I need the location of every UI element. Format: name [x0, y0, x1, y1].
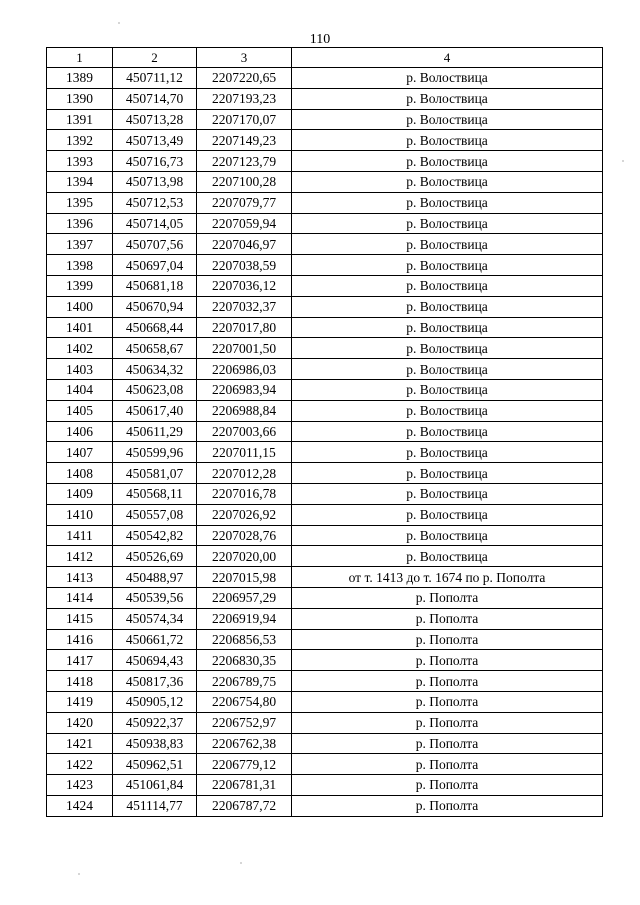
cell-x-coordinate: 450712,53: [113, 192, 197, 213]
cell-description: р. Волоствица: [292, 546, 603, 567]
table-row: [47, 775, 603, 796]
cell-x-coordinate: 450716,73: [113, 151, 197, 172]
cell-point-number: 1412: [47, 546, 113, 567]
cell-point-number: 1398: [47, 255, 113, 276]
cell-point-number: 1414: [47, 587, 113, 608]
cell-x-coordinate: 450713,49: [113, 130, 197, 151]
cell-y-coordinate: 2207026,92: [197, 504, 292, 525]
cell-x-coordinate: 450617,40: [113, 400, 197, 421]
table-row: [47, 88, 603, 109]
cell-x-coordinate: 450574,34: [113, 608, 197, 629]
cell-point-number: 1392: [47, 130, 113, 151]
cell-y-coordinate: 2207015,98: [197, 567, 292, 588]
column-header-description: 4: [292, 48, 603, 68]
table-row: [47, 421, 603, 442]
table-row: [47, 296, 603, 317]
table-header: [47, 48, 603, 68]
cell-point-number: 1394: [47, 171, 113, 192]
cell-point-number: 1413: [47, 567, 113, 588]
cell-y-coordinate: 2207123,79: [197, 151, 292, 172]
cell-point-number: 1421: [47, 733, 113, 754]
cell-y-coordinate: 2207003,66: [197, 421, 292, 442]
cell-description: р. Пополта: [292, 754, 603, 775]
cell-point-number: 1405: [47, 400, 113, 421]
cell-description: р. Пополта: [292, 608, 603, 629]
cell-x-coordinate: 450962,51: [113, 754, 197, 775]
scan-speck: [622, 160, 624, 162]
cell-description: р. Волоствица: [292, 504, 603, 525]
cell-y-coordinate: 2206856,53: [197, 629, 292, 650]
cell-x-coordinate: 450539,56: [113, 587, 197, 608]
cell-y-coordinate: 2207170,07: [197, 109, 292, 130]
cell-x-coordinate: 450611,29: [113, 421, 197, 442]
cell-y-coordinate: 2206986,03: [197, 359, 292, 380]
cell-description: р. Пополта: [292, 775, 603, 796]
cell-x-coordinate: 450713,28: [113, 109, 197, 130]
table-row: [47, 442, 603, 463]
cell-x-coordinate: 450817,36: [113, 671, 197, 692]
cell-point-number: 1399: [47, 275, 113, 296]
cell-point-number: 1390: [47, 88, 113, 109]
table-row: [47, 546, 603, 567]
cell-y-coordinate: 2207012,28: [197, 463, 292, 484]
cell-point-number: 1393: [47, 151, 113, 172]
cell-y-coordinate: 2207046,97: [197, 234, 292, 255]
table-row: [47, 192, 603, 213]
cell-point-number: 1401: [47, 317, 113, 338]
table-row: [47, 525, 603, 546]
scan-speck: [240, 862, 242, 864]
cell-x-coordinate: 450670,94: [113, 296, 197, 317]
cell-description: р. Волоствица: [292, 130, 603, 151]
cell-y-coordinate: 2207059,94: [197, 213, 292, 234]
table-row: [47, 671, 603, 692]
cell-description: р. Пополта: [292, 733, 603, 754]
table-row: [47, 109, 603, 130]
table-row: [47, 504, 603, 525]
table-row: [47, 712, 603, 733]
cell-description: р. Пополта: [292, 691, 603, 712]
cell-x-coordinate: 450681,18: [113, 275, 197, 296]
table-row: [47, 171, 603, 192]
cell-y-coordinate: 2206754,80: [197, 691, 292, 712]
cell-point-number: 1418: [47, 671, 113, 692]
cell-x-coordinate: 450634,32: [113, 359, 197, 380]
cell-description: р. Пополта: [292, 671, 603, 692]
cell-description: р. Волоствица: [292, 359, 603, 380]
cell-point-number: 1408: [47, 463, 113, 484]
table-row: [47, 379, 603, 400]
scan-speck: [118, 22, 120, 24]
cell-x-coordinate: 450697,04: [113, 255, 197, 276]
cell-y-coordinate: 2207038,59: [197, 255, 292, 276]
cell-point-number: 1416: [47, 629, 113, 650]
cell-x-coordinate: 450714,70: [113, 88, 197, 109]
cell-y-coordinate: 2206983,94: [197, 379, 292, 400]
cell-x-coordinate: 450623,08: [113, 379, 197, 400]
cell-description: р. Пополта: [292, 795, 603, 816]
cell-y-coordinate: 2206779,12: [197, 754, 292, 775]
table-row: [47, 68, 603, 89]
cell-y-coordinate: 2207079,77: [197, 192, 292, 213]
cell-description: р. Волоствица: [292, 151, 603, 172]
table-row: [47, 650, 603, 671]
table-row: [47, 234, 603, 255]
cell-description: р. Волоствица: [292, 255, 603, 276]
cell-y-coordinate: 2207036,12: [197, 275, 292, 296]
cell-point-number: 1400: [47, 296, 113, 317]
table-row: [47, 130, 603, 151]
cell-x-coordinate: 450542,82: [113, 525, 197, 546]
cell-x-coordinate: 450713,98: [113, 171, 197, 192]
cell-description: р. Волоствица: [292, 483, 603, 504]
cell-y-coordinate: 2206988,84: [197, 400, 292, 421]
cell-point-number: 1389: [47, 68, 113, 89]
cell-point-number: 1403: [47, 359, 113, 380]
cell-point-number: 1410: [47, 504, 113, 525]
cell-y-coordinate: 2206762,38: [197, 733, 292, 754]
cell-x-coordinate: 450668,44: [113, 317, 197, 338]
cell-y-coordinate: 2206787,72: [197, 795, 292, 816]
cell-point-number: 1409: [47, 483, 113, 504]
cell-description: р. Пополта: [292, 629, 603, 650]
table-row: [47, 795, 603, 816]
cell-description: р. Волоствица: [292, 296, 603, 317]
cell-point-number: 1422: [47, 754, 113, 775]
cell-y-coordinate: 2206752,97: [197, 712, 292, 733]
cell-y-coordinate: 2207011,15: [197, 442, 292, 463]
cell-point-number: 1402: [47, 338, 113, 359]
table-row: [47, 629, 603, 650]
cell-x-coordinate: 450658,67: [113, 338, 197, 359]
cell-x-coordinate: 450526,69: [113, 546, 197, 567]
cell-x-coordinate: 450488,97: [113, 567, 197, 588]
cell-point-number: 1415: [47, 608, 113, 629]
cell-x-coordinate: 450938,83: [113, 733, 197, 754]
table-row: [47, 213, 603, 234]
table-row: [47, 567, 603, 588]
table-row: [47, 733, 603, 754]
table-row: [47, 400, 603, 421]
column-header-point-number: 1: [47, 48, 113, 68]
cell-x-coordinate: 451061,84: [113, 775, 197, 796]
table-row: [47, 275, 603, 296]
cell-point-number: 1424: [47, 795, 113, 816]
coordinates-table: [46, 47, 603, 817]
cell-y-coordinate: 2207001,50: [197, 338, 292, 359]
cell-point-number: 1406: [47, 421, 113, 442]
table-row: [47, 463, 603, 484]
cell-y-coordinate: 2207017,80: [197, 317, 292, 338]
cell-description: р. Волоствица: [292, 68, 603, 89]
cell-x-coordinate: 450711,12: [113, 68, 197, 89]
cell-y-coordinate: 2207028,76: [197, 525, 292, 546]
column-header-y: 3: [197, 48, 292, 68]
cell-description: р. Пополта: [292, 650, 603, 671]
cell-x-coordinate: 450599,96: [113, 442, 197, 463]
header-row: [47, 48, 603, 68]
cell-y-coordinate: 2207149,23: [197, 130, 292, 151]
cell-y-coordinate: 2207032,37: [197, 296, 292, 317]
table-row: [47, 608, 603, 629]
cell-x-coordinate: 450905,12: [113, 691, 197, 712]
cell-y-coordinate: 2206789,75: [197, 671, 292, 692]
cell-point-number: 1420: [47, 712, 113, 733]
cell-point-number: 1411: [47, 525, 113, 546]
cell-x-coordinate: 450707,56: [113, 234, 197, 255]
table-row: [47, 483, 603, 504]
cell-y-coordinate: 2207016,78: [197, 483, 292, 504]
cell-y-coordinate: 2206781,31: [197, 775, 292, 796]
cell-description: р. Волоствица: [292, 234, 603, 255]
cell-point-number: 1396: [47, 213, 113, 234]
table-row: [47, 691, 603, 712]
table-row: [47, 359, 603, 380]
cell-point-number: 1397: [47, 234, 113, 255]
cell-y-coordinate: 2206957,29: [197, 587, 292, 608]
cell-description: р. Волоствица: [292, 213, 603, 234]
cell-point-number: 1423: [47, 775, 113, 796]
cell-description: р. Пополта: [292, 712, 603, 733]
cell-description: от т. 1413 до т. 1674 по р. Пополта: [292, 567, 603, 588]
cell-description: р. Волоствица: [292, 317, 603, 338]
table-row: [47, 587, 603, 608]
cell-y-coordinate: 2207020,00: [197, 546, 292, 567]
cell-y-coordinate: 2207100,28: [197, 171, 292, 192]
cell-description: р. Волоствица: [292, 192, 603, 213]
cell-x-coordinate: 450694,43: [113, 650, 197, 671]
column-header-x: 2: [113, 48, 197, 68]
page-number: 110: [309, 32, 331, 47]
table-row: [47, 754, 603, 775]
cell-description: р. Волоствица: [292, 88, 603, 109]
cell-x-coordinate: 450922,37: [113, 712, 197, 733]
table-row: [47, 255, 603, 276]
cell-y-coordinate: 2207220,65: [197, 68, 292, 89]
cell-description: р. Волоствица: [292, 171, 603, 192]
table-row: [47, 151, 603, 172]
cell-point-number: 1404: [47, 379, 113, 400]
cell-description: р. Волоствица: [292, 421, 603, 442]
cell-y-coordinate: 2206919,94: [197, 608, 292, 629]
cell-y-coordinate: 2207193,23: [197, 88, 292, 109]
cell-description: р. Волоствица: [292, 525, 603, 546]
cell-description: р. Волоствица: [292, 109, 603, 130]
cell-x-coordinate: 450568,11: [113, 483, 197, 504]
table-row: [47, 317, 603, 338]
cell-y-coordinate: 2206830,35: [197, 650, 292, 671]
table-body: [47, 68, 603, 817]
cell-point-number: 1419: [47, 691, 113, 712]
cell-description: р. Волоствица: [292, 400, 603, 421]
cell-point-number: 1417: [47, 650, 113, 671]
cell-x-coordinate: 450557,08: [113, 504, 197, 525]
cell-point-number: 1395: [47, 192, 113, 213]
cell-x-coordinate: 450581,07: [113, 463, 197, 484]
cell-point-number: 1407: [47, 442, 113, 463]
cell-description: р. Волоствица: [292, 379, 603, 400]
table-row: [47, 338, 603, 359]
cell-x-coordinate: 451114,77: [113, 795, 197, 816]
cell-description: р. Пополта: [292, 587, 603, 608]
cell-description: р. Волоствица: [292, 463, 603, 484]
cell-description: р. Волоствица: [292, 442, 603, 463]
cell-description: р. Волоствица: [292, 275, 603, 296]
cell-x-coordinate: 450714,05: [113, 213, 197, 234]
cell-point-number: 1391: [47, 109, 113, 130]
cell-x-coordinate: 450661,72: [113, 629, 197, 650]
cell-description: р. Волоствица: [292, 338, 603, 359]
scan-speck: [78, 873, 80, 875]
